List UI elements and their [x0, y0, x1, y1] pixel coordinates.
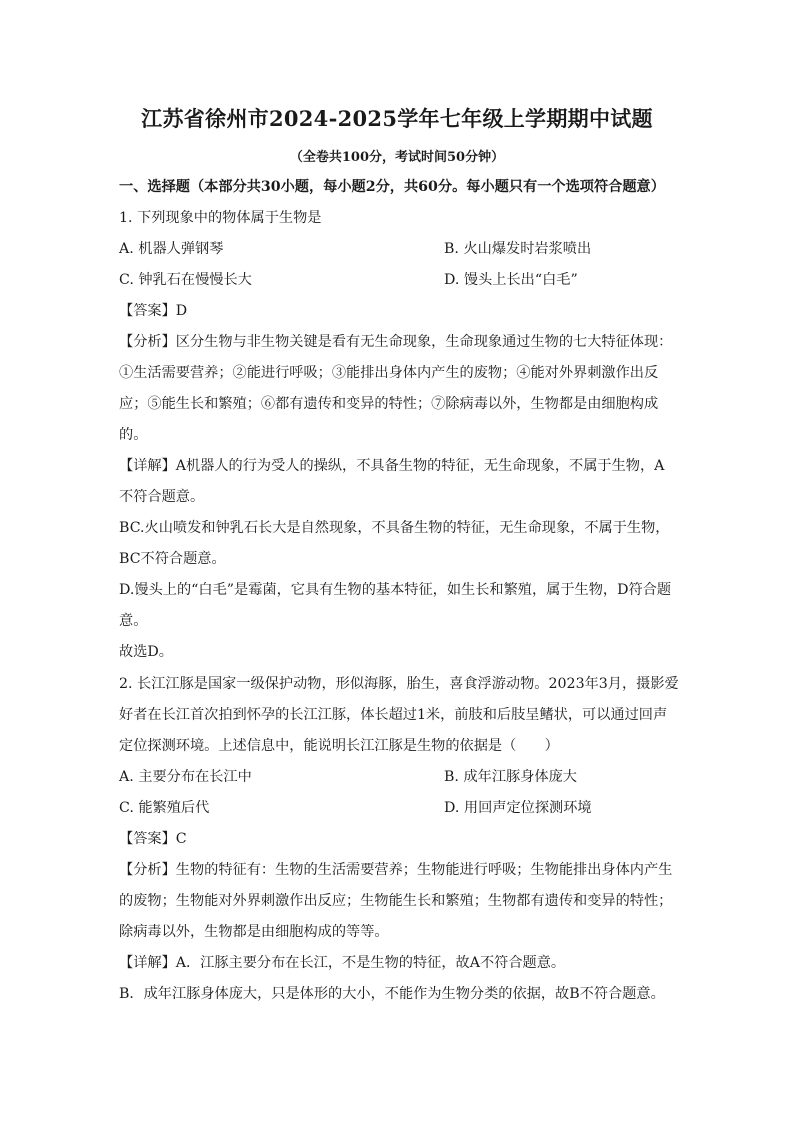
q2-answer: 【答案】C	[119, 831, 187, 847]
q1-analysis-line: 应；⑤能生长和繁殖；⑥都有遗传和变异的特性；⑦除病毒以外，生物都是由细胞构成	[119, 396, 659, 412]
q1-detail-line: 不符合题意。	[119, 489, 205, 505]
q1-option-b: B. 火山爆发时岩浆喷出	[444, 241, 592, 257]
q2-analysis-line: 的废物；生物能对外界刺激作出反应；生物能生长和繁殖；生物都有遗传和变异的特性；	[119, 893, 673, 909]
q1-analysis-line: ①生活需要营养；②能进行呼吸；③能排出身体内产生的废物；④能对外界刺激作出反	[119, 365, 659, 381]
q1-option-c: C. 钟乳石在慢慢长大	[119, 272, 252, 288]
q1-option-a: A. 机器人弹钢琴	[119, 241, 224, 257]
question-1-stem: 1. 下列现象中的物体属于生物是	[119, 210, 322, 226]
q1-detail-line: 故选D。	[119, 644, 173, 660]
exam-info: （全卷共100分，考试时间50分钟）	[289, 150, 505, 165]
section-heading: 一、选择题（本部分共30小题，每小题2分，共60分。每小题只有一个选项符合题意）	[119, 179, 665, 195]
q1-analysis-line: 【分析】区分生物与非生物关键是看有无生命现象，生命现象通过生物的七大特征体现：	[119, 334, 673, 350]
q2-detail-line: 【详解】A．江豚主要分布在长江，不是生物的特征，故A不符合题意。	[119, 955, 566, 971]
q2-analysis-line: 除病毒以外，生物都是由细胞构成的等等。	[119, 924, 389, 940]
q2-option-a: A. 主要分布在长江中	[119, 769, 252, 785]
question-2-stem-line: 定位探测环境。上述信息中，能说明长江江豚是生物的依据是（ ）	[119, 738, 559, 754]
q2-analysis-line: 【分析】生物的特征有：生物的生活需要营养；生物能进行呼吸；生物能排出身体内产生	[119, 862, 673, 878]
question-2-stem-line: 好者在长江首次拍到怀孕的长江江豚，体长超过1米，前肢和后肢呈鳍状，可以通过回声	[119, 707, 668, 723]
q1-detail-line: 意。	[119, 613, 148, 629]
q1-detail-line: BC.火山喷发和钟乳石长大是自然现象，不具备生物的特征，无生命现象，不属于生物，	[119, 520, 670, 536]
q1-detail-line: 【详解】A机器人的行为受人的操纵，不具备生物的特征，无生命现象，不属于生物，A	[119, 458, 665, 474]
q1-option-d: D. 馒头上长出“白毛”	[444, 272, 578, 288]
q1-detail-line: D.馒头上的“白毛”是霉菌，它具有生物的基本特征，如生长和繁殖，属于生物，D符合题	[119, 582, 672, 598]
question-2-stem-line: 2. 长江江豚是国家一级保护动物，形似海豚，胎生，喜食浮游动物。2023年3月，摄影爱	[119, 676, 679, 692]
q2-option-c: C. 能繁殖后代	[119, 800, 210, 816]
q2-option-b: B. 成年江豚身体庞大	[444, 769, 577, 785]
page-title: 江苏省徐州市2024-2025学年七年级上学期期中试题	[141, 106, 653, 131]
q1-answer: 【答案】D	[119, 303, 188, 319]
q1-detail-line: BC不符合题意。	[119, 551, 226, 567]
q2-option-d: D. 用回声定位探测环境	[444, 800, 592, 816]
q1-analysis-line: 的。	[119, 427, 148, 443]
q2-detail-line: B．成年江豚身体庞大，只是体形的大小，不能作为生物分类的依据，故B不符合题意。	[119, 986, 665, 1002]
